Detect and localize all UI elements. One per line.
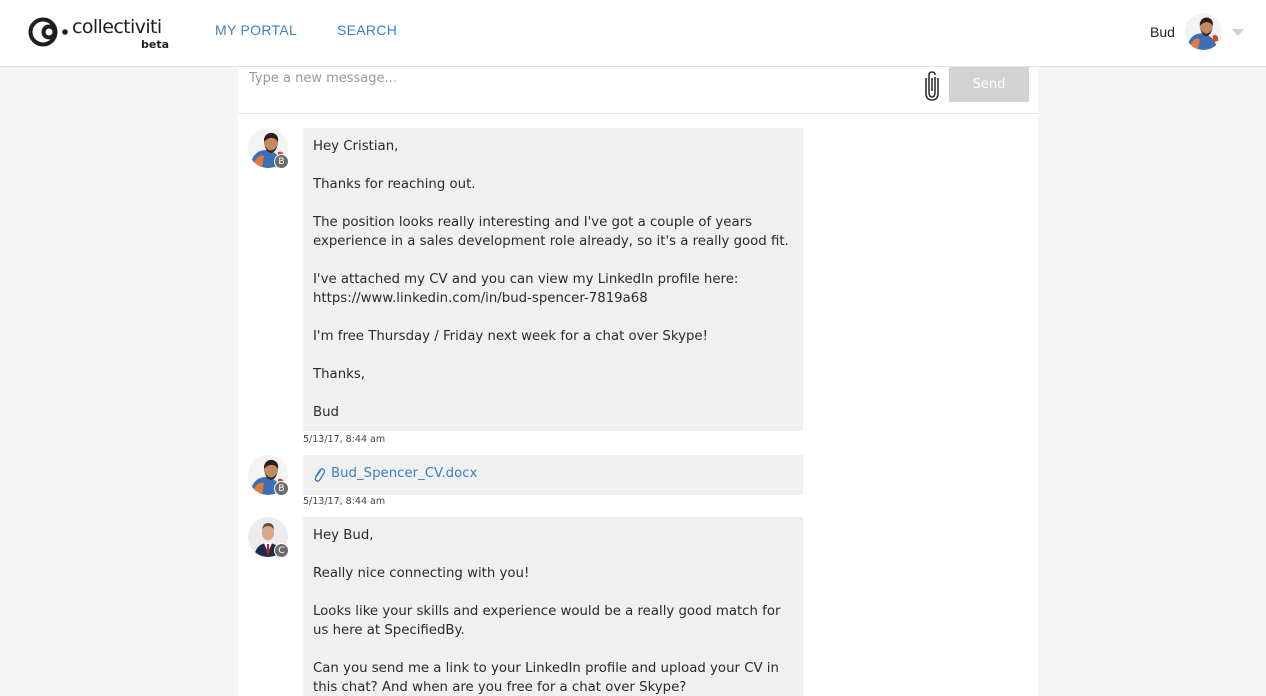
sender-avatar[interactable] [248, 455, 288, 495]
sender-avatar[interactable] [248, 517, 288, 557]
sender-initial-badge: B [274, 481, 289, 496]
logo-mark-icon [28, 14, 72, 52]
message-paragraph: I've attached my CV and you can view my LinkedIn profile here: https://www.linkedin.com/in/bud-spencer-7819a68 [313, 272, 739, 306]
message-paragraph: Really nice connecting with you! [313, 566, 530, 581]
user-name[interactable]: Bud [1150, 24, 1175, 40]
sender-initial-badge: B [274, 154, 289, 169]
message-composer [238, 67, 1038, 114]
message-paragraph: Thanks for reaching out. [313, 177, 476, 192]
message-paragraph: Bud [313, 405, 339, 420]
message-paragraph: Looks like your skills and experience would be a really good match for us here at SpecifiedBy. [313, 604, 781, 638]
logo-text: collectiviti [72, 16, 162, 38]
user-menu-chevron-down-icon[interactable] [1232, 29, 1244, 36]
conversation-panel [238, 67, 1038, 696]
message-input[interactable] [249, 67, 909, 89]
message-paragraph: Hey Bud, [313, 528, 374, 543]
paperclip-icon [313, 467, 325, 483]
message-paragraph: The position looks really interesting and I've got a couple of years experience in a sales development role already, so it's a really good fit. [313, 215, 789, 249]
avatar-bud-icon [1185, 13, 1222, 50]
sender-avatar[interactable] [248, 128, 288, 168]
attachment-file-link[interactable]: Bud_Spencer_CV.docx [331, 466, 478, 481]
message-paragraph: Thanks, [313, 367, 365, 382]
nav-search[interactable]: SEARCH [337, 22, 398, 38]
message-bubble [303, 128, 803, 431]
message-paragraph: Can you send me a link to your LinkedIn profile and upload your CV in this chat? And when are you free for a chat over Skype? [313, 661, 779, 695]
top-header [0, 0, 1266, 67]
sender-initial-badge: C [274, 543, 289, 558]
attachment-bubble [303, 455, 803, 495]
logo-beta-badge: beta [141, 38, 170, 51]
attach-paperclip-icon[interactable] [921, 69, 943, 101]
message-timestamp: 5/13/17, 8:44 am [303, 434, 386, 445]
user-avatar[interactable] [1185, 13, 1222, 50]
message-paragraph: I'm free Thursday / Friday next week for a chat over Skype! [313, 329, 708, 344]
nav-my-portal[interactable]: MY PORTAL [215, 22, 298, 38]
message-timestamp: 5/13/17, 8:44 am [303, 496, 386, 507]
send-button[interactable]: Send [949, 67, 1029, 102]
collectiviti-logo[interactable] [28, 14, 168, 52]
message-paragraph: Hey Cristian, [313, 139, 399, 154]
message-bubble [303, 517, 803, 696]
